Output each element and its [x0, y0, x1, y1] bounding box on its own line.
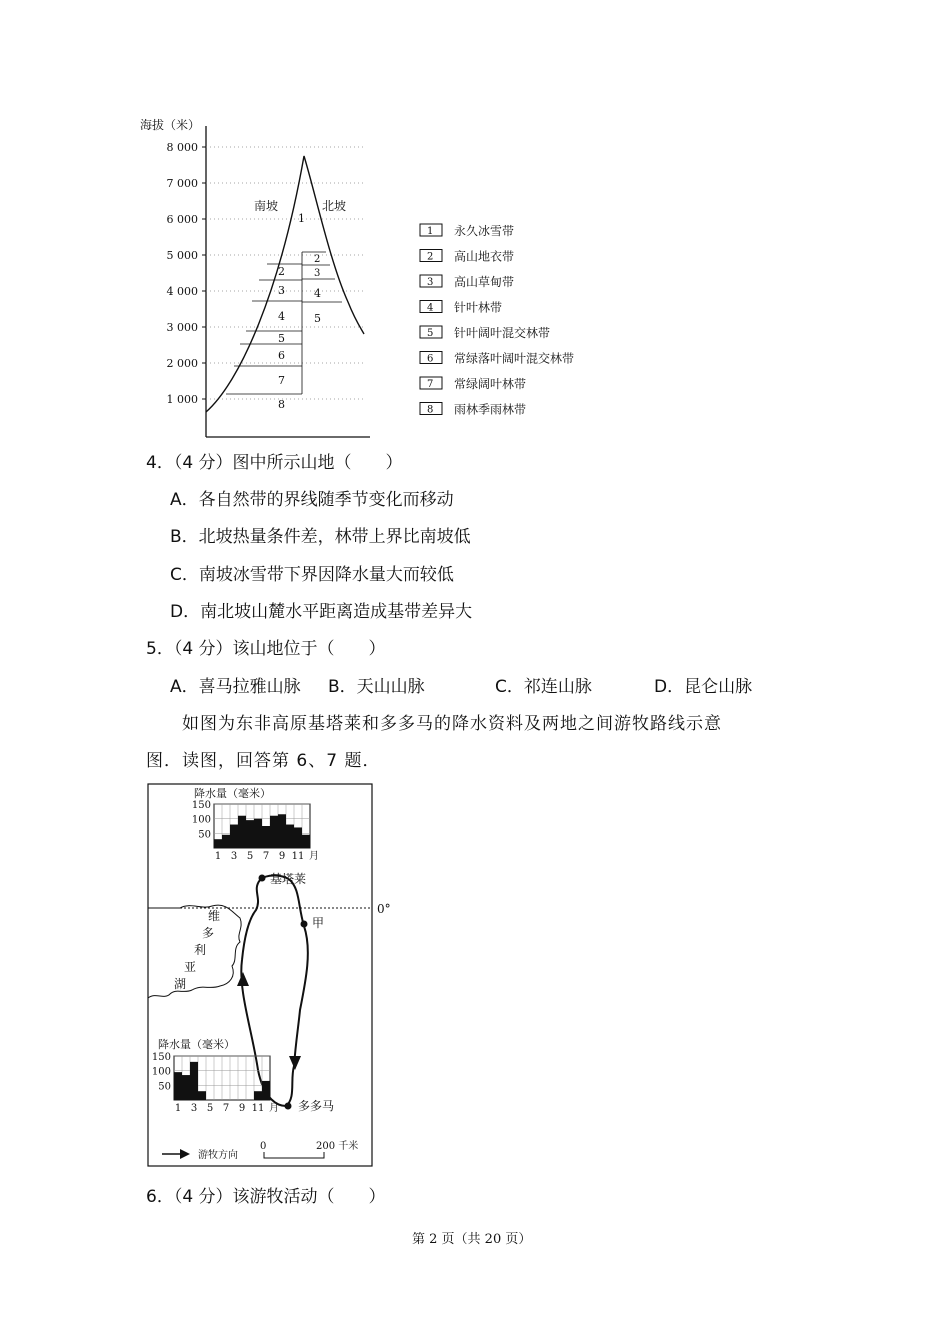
y-tick-label: 2 000	[166, 357, 198, 370]
y-tick-label: 7 000	[166, 177, 198, 190]
question-4-option-a: A．各自然带的界线随季节变化而移动	[170, 490, 454, 510]
legend-label: 游牧方向	[198, 1150, 238, 1161]
north-zone-label: 5	[314, 312, 321, 325]
chart-x-tick: 11	[251, 1103, 265, 1114]
scale-zero: 0	[260, 1141, 267, 1152]
equator-label: 0°	[377, 902, 391, 916]
precip-bar	[270, 816, 278, 848]
north-zone-label: 4	[314, 287, 321, 300]
chart-x-tick: 7	[262, 851, 270, 862]
chart-x-tick: 9	[238, 1103, 246, 1114]
intro-line-2: 图．读图，回答第 6、7 题．	[146, 751, 381, 771]
lake-char: 利	[194, 943, 207, 957]
jia-label: 甲	[312, 916, 325, 930]
legend-label: 高山草甸带	[454, 275, 515, 289]
top-chart-title: 降水量（毫米）	[194, 787, 271, 800]
precip-bar	[222, 835, 230, 848]
precip-bar	[286, 825, 294, 848]
mountain-outline	[206, 156, 364, 412]
lake-char: 维	[208, 909, 221, 923]
precip-bar	[278, 814, 286, 848]
south-slope-zones	[226, 264, 302, 394]
scale-max: 200 千米	[316, 1141, 359, 1152]
legend-label: 雨林季雨林带	[454, 402, 527, 417]
precip-bar	[254, 1091, 262, 1100]
chart-y-tick: 100	[151, 1066, 171, 1078]
legend-label: 高山地衣带	[454, 249, 515, 264]
y-tick-label: 8 000	[166, 141, 198, 154]
chart-x-tick: 1	[174, 1103, 182, 1114]
chart-x-tick: 9	[278, 851, 286, 862]
chart-x-tick: 5	[206, 1103, 214, 1114]
precip-bar	[262, 826, 270, 848]
question-5-option-a: A．喜马拉雅山脉	[170, 677, 301, 697]
question-5-option-c: C．祁连山脉	[495, 677, 592, 697]
legend-label: 针叶林带	[454, 300, 503, 315]
south-zone-label: 8	[278, 398, 285, 411]
nomad-route-figure	[140, 780, 400, 1172]
precip-bar	[238, 816, 246, 848]
north-zone-label: 3	[314, 268, 321, 279]
legend-number: 6	[427, 353, 434, 365]
legend-number: 8	[427, 404, 434, 416]
jia-marker	[301, 921, 308, 928]
question-5-stem: 5．（4 分）该山地位于（ ）	[146, 639, 386, 659]
chart-x-tick: 1	[214, 851, 222, 862]
legend-number: 2	[427, 251, 434, 263]
precip-bar	[294, 827, 302, 848]
precip-bar	[302, 835, 310, 848]
question-4-option-b: B．北坡热量条件差，林带上界比南坡低	[170, 527, 471, 547]
chart-y-tick: 50	[158, 1081, 171, 1093]
y-tick-label: 3 000	[166, 321, 198, 334]
precip-bar	[254, 819, 262, 848]
legend-label: 常绿落叶阔叶混交林带	[454, 351, 575, 366]
legend-number: 3	[427, 277, 434, 288]
y-tick-label: 5 000	[166, 249, 198, 262]
precip-bar	[190, 1062, 198, 1100]
zone-legend	[420, 223, 574, 417]
question-4-stem: 4．（4 分）图中所示山地（ ）	[146, 453, 403, 473]
kitale-marker	[259, 875, 266, 882]
precip-bar	[262, 1081, 270, 1100]
kitale-label: 基塔莱	[270, 872, 307, 886]
legend-label: 针叶阔叶混交林带	[454, 326, 551, 340]
lake-char: 亚	[184, 960, 197, 974]
south-zone-label: 4	[278, 310, 285, 323]
south-zone-label: 5	[278, 332, 285, 345]
chart-x-tick: 月	[269, 1103, 279, 1114]
south-slope-label: 南坡	[254, 199, 279, 213]
chart-y-tick: 150	[151, 1052, 171, 1063]
chart-x-tick: 月	[309, 851, 319, 862]
dodoma-precipitation-chart	[152, 1052, 279, 1114]
precip-bar	[230, 825, 238, 848]
south-zone-label: 7	[278, 374, 285, 387]
chart-x-tick: 3	[190, 1103, 198, 1114]
route-arrow	[237, 972, 249, 986]
chart-x-tick: 5	[246, 851, 254, 862]
legend-number: 5	[427, 328, 434, 339]
north-zone-label: 2	[314, 254, 321, 265]
north-slope-zones	[302, 252, 342, 302]
question-4-option-c: C．南坡冰雪带下界因降水量大而较低	[170, 565, 454, 585]
south-zone-label: 2	[278, 265, 285, 278]
kitale-precipitation-chart	[192, 800, 319, 862]
nomad-route	[241, 876, 308, 1107]
question-6-stem: 6．（4 分）该游牧活动（ ）	[146, 1187, 386, 1207]
south-zone-label: 3	[278, 284, 285, 297]
legend-label: 常绿阔叶林带	[454, 377, 527, 391]
precip-bar	[174, 1072, 182, 1100]
route-arrow	[289, 1056, 301, 1070]
chart-y-tick: 100	[191, 814, 211, 826]
legend-number: 1	[427, 226, 434, 237]
south-zone-label: 6	[278, 349, 285, 362]
legend-number: 4	[427, 302, 434, 314]
y-tick-label: 6 000	[166, 213, 198, 226]
north-slope-label: 北坡	[322, 199, 347, 213]
precip-bar	[214, 839, 222, 848]
y-axis-label: 海拔（米）	[140, 118, 201, 132]
chart-x-tick: 7	[222, 1103, 230, 1114]
intro-line-1: 如图为东非高原基塔莱和多多马的降水资料及两地之间游牧路线示意	[182, 714, 722, 734]
scale-bar	[264, 1152, 324, 1158]
precip-bar	[182, 1075, 190, 1100]
question-4-option-d: D．南北坡山麓水平距离造成基带差异大	[170, 602, 473, 622]
chart-y-tick: 50	[198, 829, 211, 841]
page-footer: 第 2 页（共 20 页）	[412, 1232, 532, 1247]
legend-number: 7	[427, 379, 434, 390]
precip-bar	[246, 820, 254, 848]
lake-char: 湖	[174, 977, 187, 991]
dodoma-label: 多多马	[298, 1099, 335, 1113]
legend-arrow-head	[180, 1149, 190, 1159]
chart-x-tick: 11	[291, 851, 305, 862]
zone-1-label: 1	[298, 212, 305, 225]
lake-char: 多	[202, 926, 215, 940]
y-tick-label: 4 000	[166, 285, 198, 298]
mountain-zone-figure	[130, 112, 620, 442]
bottom-chart-title: 降水量（毫米）	[158, 1038, 235, 1051]
dodoma-marker	[285, 1103, 292, 1110]
chart-x-tick: 3	[230, 851, 238, 862]
chart-y-tick: 150	[191, 800, 211, 811]
question-5-option-d: D．昆仑山脉	[654, 677, 753, 697]
question-5-option-b: B．天山山脉	[328, 677, 425, 697]
legend-label: 永久冰雪带	[454, 224, 515, 238]
y-tick-label: 1 000	[166, 393, 198, 406]
precip-bar	[198, 1091, 206, 1100]
